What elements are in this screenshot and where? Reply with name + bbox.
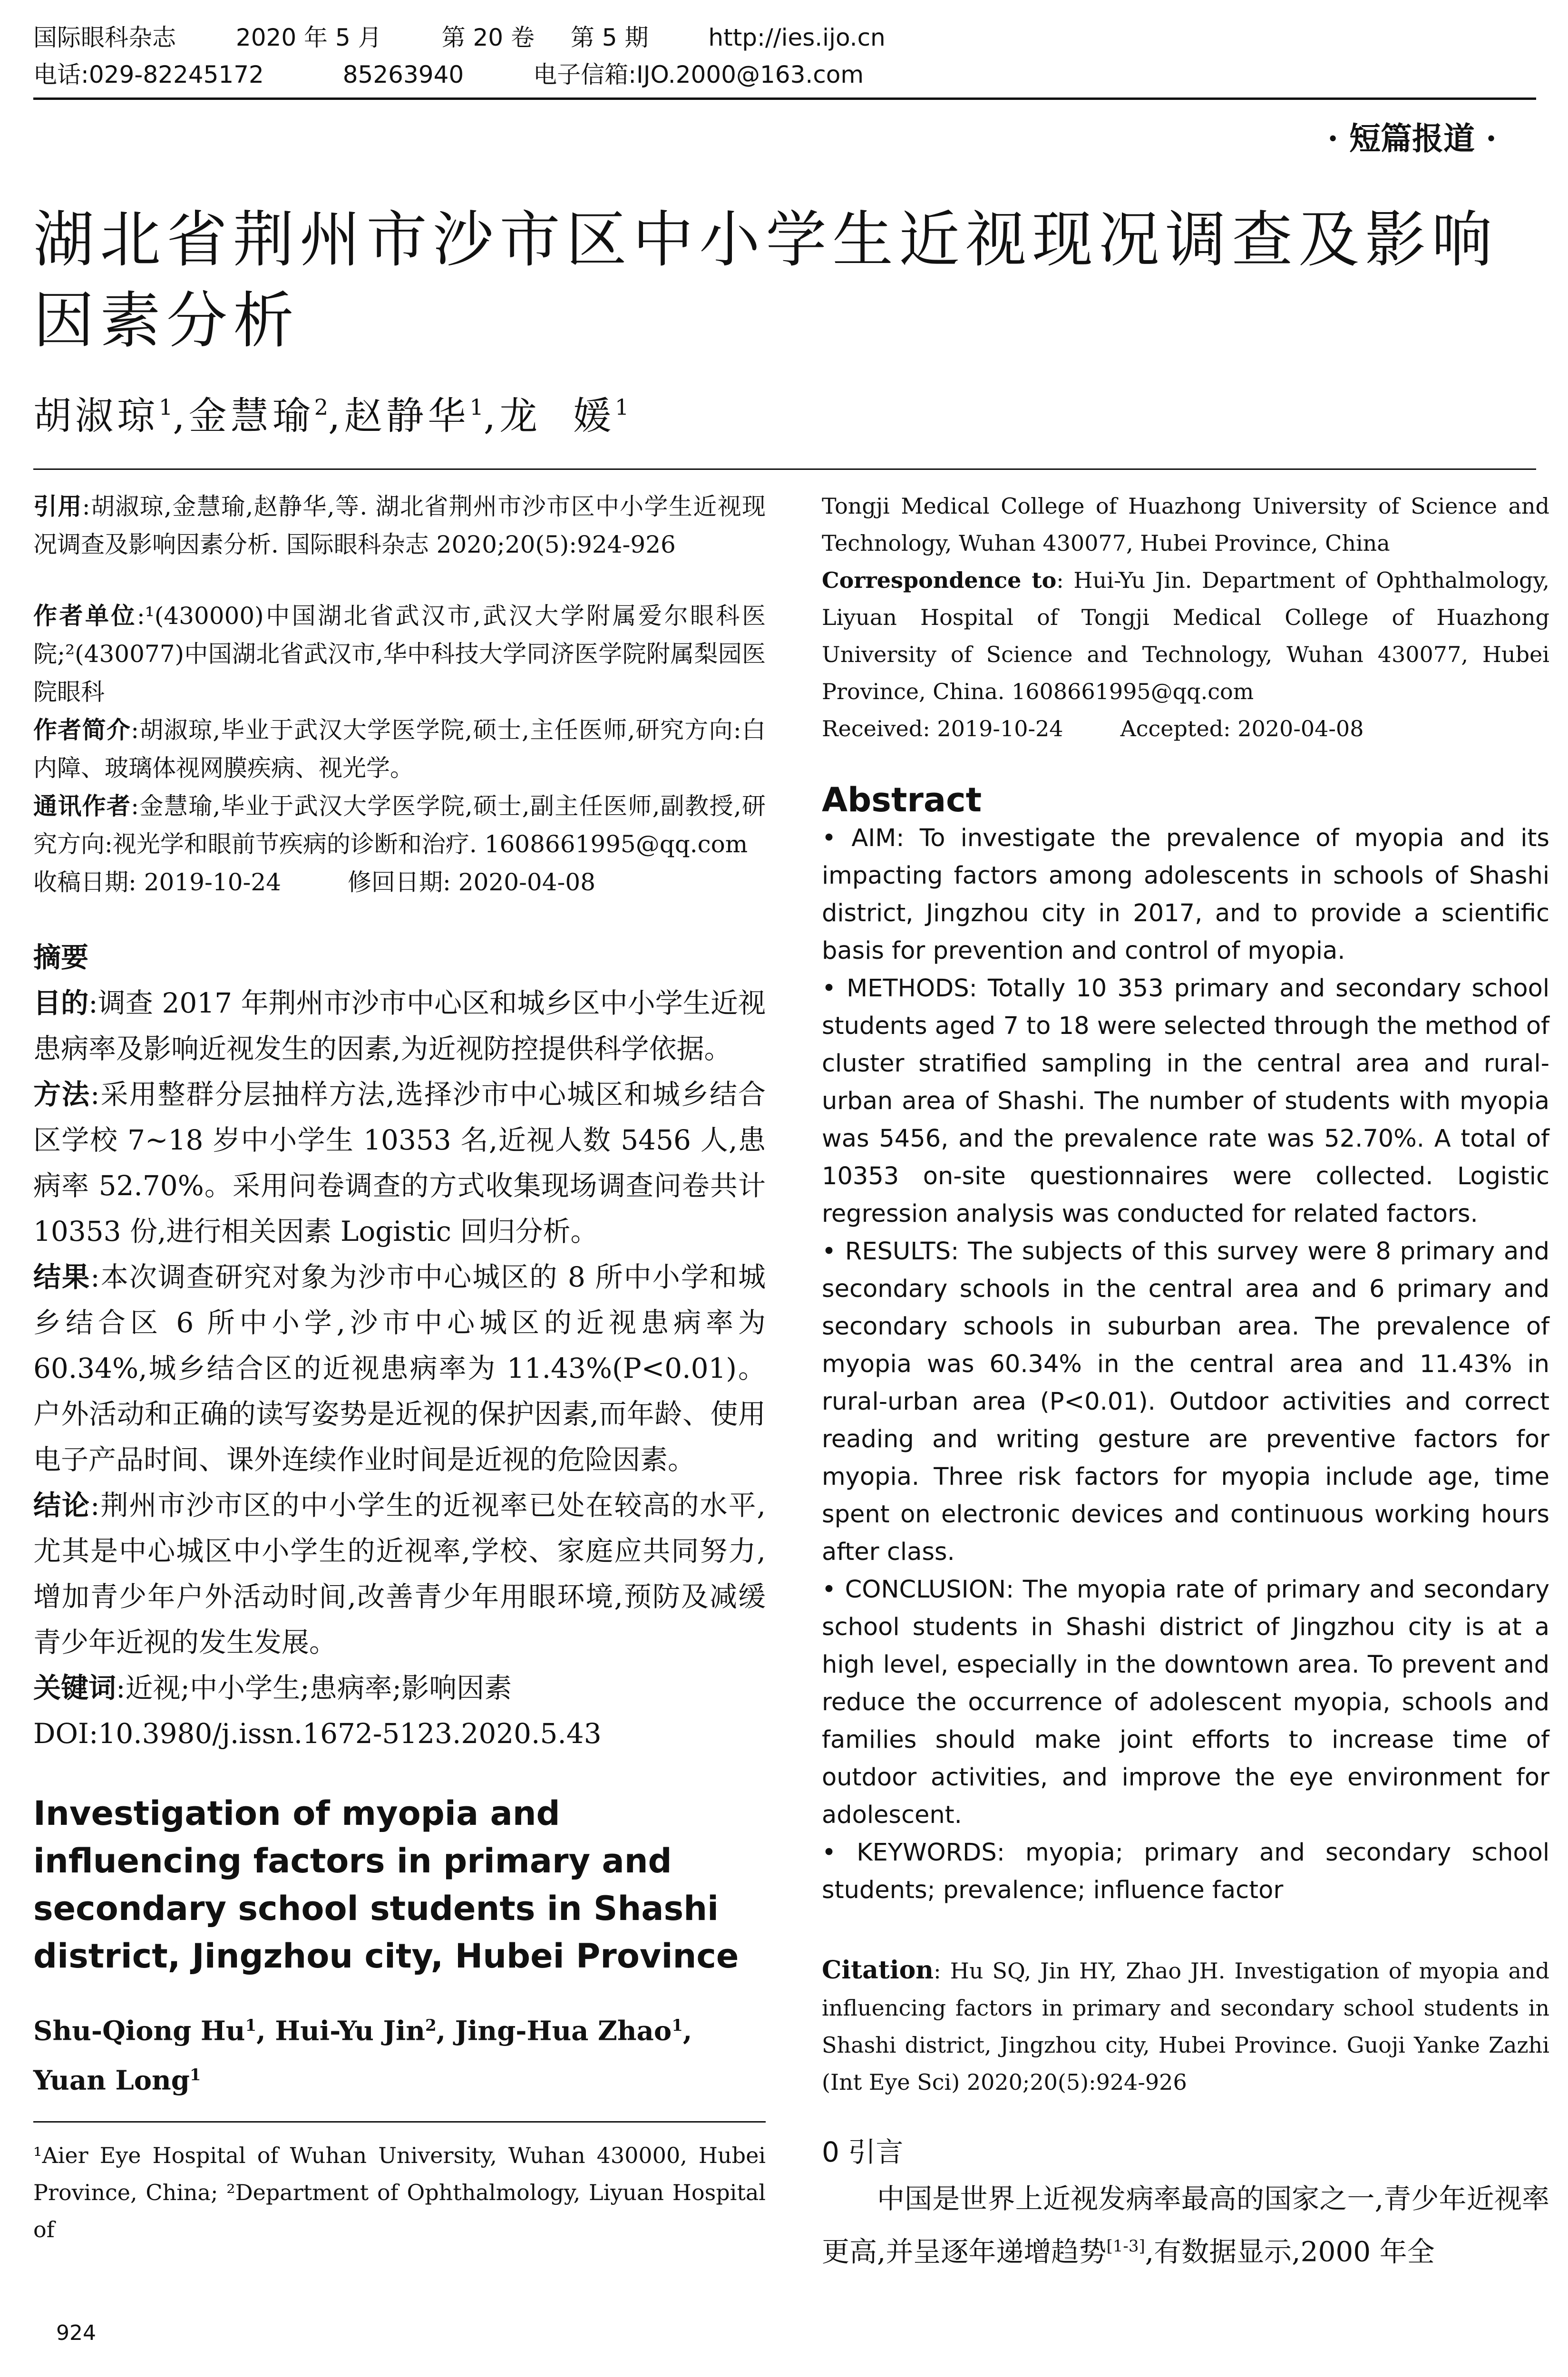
aim-cn xyxy=(33,980,766,1072)
conclusion-label: 结论 xyxy=(33,1489,91,1521)
author-sep: , xyxy=(436,2015,455,2047)
affil-text: :¹(430000)中国湖北省武汉市,武汉大学附属爱尔眼科医院;²(430077)中国湖北省武汉市,华中科技大学同济医学院附属梨园医院眼科 xyxy=(33,602,766,706)
citation-label: 引用 xyxy=(33,493,82,520)
spacer xyxy=(822,2101,1549,2129)
bio-text: :胡淑琼,毕业于武汉大学医学院,硕士,主任医师,研究方向:白内障、玻璃体视网膜疾病、视光学。 xyxy=(33,716,766,782)
spacer xyxy=(33,901,766,935)
spacer xyxy=(822,1909,1549,1952)
received-en: Received: 2019-10-24 xyxy=(822,716,1063,741)
header-rule xyxy=(33,97,1536,100)
english-title: Investigation of myopia and influencing factors in primary and secondary school students in Shashi district, Jingzhou city, Hubei Province xyxy=(33,1794,739,1976)
abstract-cn-heading: 摘要 xyxy=(33,941,89,974)
citation-en xyxy=(822,1952,1549,2101)
results-cn xyxy=(33,1254,766,1482)
english-front-matter xyxy=(822,487,1549,747)
author-sep: , xyxy=(256,2015,275,2047)
abstract-en-heading: Abstract xyxy=(822,780,982,819)
aim-en: • AIM: To investigate the prevalence of myopia and its impacting factors among adolescents in schools of Shashi district, Jingzhou city in 2017, and to provide a scientific basis for prevention and control of myopia. xyxy=(822,824,1549,965)
author-name-en: Shu-Qiong Hu xyxy=(33,2015,245,2047)
page-number: 924 xyxy=(56,2321,96,2345)
author-sup: 1 xyxy=(469,394,484,420)
corr-label: 通讯作者 xyxy=(33,792,131,820)
keywords-cn xyxy=(33,1665,766,1711)
email[interactable]: 电子信箱:IJO.2000@163.com xyxy=(533,61,864,88)
intro-text-2: ,有数据显示,2000 年全 xyxy=(1145,2235,1435,2268)
phone: 电话:029-82245172 xyxy=(33,61,264,88)
keywords-en: • KEYWORDS: myopia; primary and secondary school students; prevalence; influence factor xyxy=(822,1839,1549,1904)
author-sep: , xyxy=(483,394,500,438)
page-title: 湖北省荆州市沙市区中小学生近视现况调查及影响因素分析 xyxy=(33,205,1499,356)
author-sep: , xyxy=(328,394,344,438)
corr-text: :金慧瑜,毕业于武汉大学医学院,硕士,副主任医师,副教授,研究方向:视光学和眼前节疾病的诊断和治疗. 1608661995@qq.com xyxy=(33,792,766,858)
left-column xyxy=(33,487,766,2248)
citation-en-label: Citation xyxy=(822,1956,934,1985)
revised-cn: 修回日期: 2020-04-08 xyxy=(348,868,596,896)
spacer xyxy=(33,1980,766,2004)
correspondence-text: : Hui-Yu Jin. Department of Ophthalmology, Liyuan Hospital of Tongji Medical College of Huazhong University of Science and Technology, Wuhan 430077, Hubei Province, China. 1608661995@qq.com xyxy=(822,567,1549,704)
abstract-cn xyxy=(33,935,766,1756)
author-sep: , xyxy=(173,394,189,438)
english-authors xyxy=(33,2004,766,2102)
journal-header xyxy=(33,19,938,93)
methods-cn xyxy=(33,1072,766,1254)
spacer xyxy=(822,747,1549,780)
affil-rule xyxy=(33,2121,766,2123)
doi[interactable]: DOI:10.3980/j.issn.1672-5123.2020.5.43 xyxy=(33,1717,602,1750)
keywords-text: :近视;中小学生;患病率;影响因素 xyxy=(116,1672,512,1704)
conclusion-text: :荆州市沙市区的中小学生的近视率已处在较高的水平,尤其是中心城区中小学生的近视率,学校、家庭应共同努力,增加青少年户外活动时间,改善青少年用眼环境,预防及减缓青少年近视的发生发展。 xyxy=(33,1489,766,1658)
dates-cn xyxy=(33,863,766,901)
keywords-label: 关键词 xyxy=(33,1672,117,1704)
correspondence-label: Correspondence to xyxy=(822,567,1057,593)
author-name: 金慧瑜 xyxy=(188,394,314,438)
phone2: 85263940 xyxy=(342,61,464,88)
title-rule xyxy=(33,468,1536,470)
author-sup: 2 xyxy=(425,2016,437,2035)
issue-date: 2020 年 5 月 xyxy=(235,24,382,51)
author-name: 赵静华 xyxy=(344,394,470,438)
issue: 第 5 期 xyxy=(570,24,649,51)
corr-cn xyxy=(33,787,766,863)
english-affiliation-right: Tongji Medical College of Huazhong University of Science and Technology, Wuhan 430077, Hubei Province, China xyxy=(822,493,1549,556)
english-affiliation-left: ¹Aier Eye Hospital of Wuhan University, Wuhan 430000, Hubei Province, China; ²Department of Ophthalmology, Liyuan Hospital of xyxy=(33,2143,766,2243)
author-name: 龙 媛 xyxy=(499,394,615,438)
author-sup: 1 xyxy=(159,394,173,420)
author-sup: 1 xyxy=(189,2065,201,2085)
author-sup: 1 xyxy=(245,2016,257,2035)
methods-en: • METHODS: Totally 10 353 primary and secondary school students aged 7 to 18 were selected through the method of cluster stratified sampling in the central area and rural-urban area of Shashi. The number of students with myopia was 5456, and the prevalence rate was 52.70%. A total of 10353 on-site questionnaires were collected. Logistic regression analysis was conducted for related factors. xyxy=(822,974,1549,1228)
citation-cn xyxy=(33,487,766,564)
spacer xyxy=(33,1756,766,1790)
section-label: · 短篇报道 · xyxy=(1327,120,1497,157)
aim-text: :调查 2017 年荆州市沙市中心区和城乡区中小学生近视患病率及影响近视发生的因素,为近视防控提供科学依据。 xyxy=(33,987,766,1065)
spacer xyxy=(33,564,766,597)
conclusion-cn xyxy=(33,1482,766,1665)
citation-en-text: : Hu SQ, Jin HY, Zhao JH. Investigation of myopia and influencing factors in primary and secondary school students in Shashi district, Jingzhou city, Hubei Province. Guoji Yanke Zazhi (Int Eye Sci) 2020;20(5):924-926 xyxy=(822,1958,1549,2095)
bio-label: 作者简介 xyxy=(33,716,131,744)
volume: 第 20 卷 xyxy=(441,24,535,51)
author-name: 胡淑琼 xyxy=(33,394,159,438)
intro-text-1: 中国是世界上近视发病率最高的国家之一,青少年近视率更高,并呈逐年递增趋势 xyxy=(822,2182,1549,2268)
author-sup: 1 xyxy=(672,2016,683,2035)
dates-en xyxy=(822,710,1549,747)
conclusion-en: • CONCLUSION: The myopia rate of primary and secondary school students in Shashi district of Jingzhou city is at a high level, especially in the downtown area. To prevent and reduce the occurrence of adolescent myopia, schools and families should make joint efforts to increase time of outdoor activities, and improve the eye environment for adolescent. xyxy=(822,1576,1549,1829)
author-sup: 1 xyxy=(615,394,629,420)
author-name-en: Yuan Long xyxy=(33,2065,190,2096)
citation-text: :胡淑琼,金慧瑜,赵静华,等. 湖北省荆州市沙市区中小学生近视现况调查及影响因素分析. 国际眼科杂志 2020;20(5):924-926 xyxy=(33,493,766,558)
journal-url[interactable]: http://ies.ijo.cn xyxy=(708,24,886,51)
author-name-en: Hui-Yu Jin xyxy=(275,2015,425,2047)
author-sep: , xyxy=(682,2015,692,2047)
methods-text: :采用整群分层抽样方法,选择沙市中心城区和城乡结合区学校 7~18 岁中小学生 10353 名,近视人数 5456 人,患病率 52.70%。采用问卷调查的方式收集现场调查问卷共计 10353 份,进行相关因素 Logistic 回归分析。 xyxy=(33,1078,766,1247)
affil-label: 作者单位 xyxy=(33,602,137,630)
received-cn: 收稿日期: 2019-10-24 xyxy=(33,868,282,896)
results-label: 结果 xyxy=(33,1261,91,1293)
accepted-en: Accepted: 2020-04-08 xyxy=(1120,716,1364,741)
affiliation-cn xyxy=(33,597,766,711)
results-en: • RESULTS: The subjects of this survey were 8 primary and secondary schools in the central area and 6 primary and secondary schools in suburban area. The prevalence of myopia was 60.34% in the central area and 11.43% in rural-urban area (P<0.01). Outdoor activities and correct reading and writing gesture are preventive factors for myopia. Three risk factors for myopia include age, time spent on electronic devices and continuous working hours after class. xyxy=(822,1237,1549,1566)
methods-label: 方法 xyxy=(33,1078,91,1111)
intro-text xyxy=(822,2175,1549,2275)
intro-ref[interactable]: [1-3] xyxy=(1106,2237,1145,2256)
abstract-en xyxy=(822,819,1549,1909)
bio-cn xyxy=(33,711,766,787)
intro-heading: 0 引言 xyxy=(822,2136,904,2168)
author-sup: 2 xyxy=(314,394,328,420)
front-matter xyxy=(33,487,766,901)
author-name-en: Jing-Hua Zhao xyxy=(455,2015,672,2047)
author-list xyxy=(33,385,629,440)
right-column xyxy=(822,487,1549,2275)
journal-name: 国际眼科杂志 xyxy=(33,24,176,51)
aim-label: 目的 xyxy=(33,987,89,1019)
results-text: :本次调查研究对象为沙市中心城区的 8 所中小学和城乡结合区 6 所中小学,沙市中心城区的近视患病率为 60.34%,城乡结合区的近视患病率为 11.43%(P<0.01)。户外活动和正确的读写姿势是近视的保护因素,而年龄、使用电子产品时间、课外连续作业时间是近视的危险因素。 xyxy=(33,1261,766,1476)
correspondence xyxy=(822,562,1549,710)
